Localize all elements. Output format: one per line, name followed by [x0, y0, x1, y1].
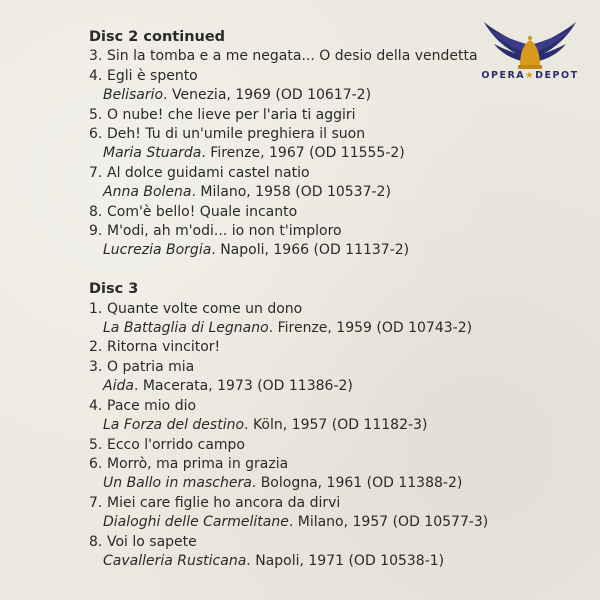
opera-title: La Forza del destino — [103, 417, 245, 434]
track-line — [89, 300, 489, 319]
track-title: Sin la tomba e a me negata... O desio della vendetta — [107, 48, 478, 65]
track-number: 9. — [89, 223, 103, 240]
recording-info: . Bologna, 1961 (OD 11388-2) — [251, 475, 463, 492]
track-number: 8. — [89, 533, 103, 550]
track-number: 7. — [89, 164, 103, 181]
opera-depot-logo — [480, 18, 580, 103]
track-number: 7. — [89, 494, 103, 511]
track-line — [89, 338, 489, 357]
track-title: Com'è bello! Quale incanto — [107, 203, 298, 220]
track-line — [89, 397, 489, 416]
track-title: Quante volte come un dono — [107, 300, 303, 317]
track-line — [89, 164, 489, 183]
recording-info: . Macerata, 1973 (OD 11386-2) — [133, 378, 353, 395]
track-number: 5. — [89, 106, 103, 123]
opera-title: Cavalleria Rusticana — [103, 552, 247, 569]
track-number: 6. — [89, 126, 103, 143]
recording-detail — [89, 513, 489, 532]
track-title: Pace mio dio — [107, 397, 197, 414]
track-number: 3. — [89, 358, 103, 375]
tracklist — [89, 28, 489, 571]
track-title: Egli è spento — [107, 67, 198, 84]
track-number: 8. — [89, 203, 103, 220]
opera-title: Un Ballo in maschera — [103, 475, 252, 492]
track-entry — [89, 338, 489, 396]
recording-detail — [89, 86, 489, 105]
track-line — [89, 67, 489, 86]
recording-detail — [89, 183, 489, 202]
track-entry — [89, 436, 489, 494]
opera-title: Lucrezia Borgia — [103, 242, 212, 259]
recording-detail — [89, 144, 489, 163]
track-number: 5. — [89, 436, 103, 453]
track-number: 1. — [89, 300, 103, 317]
track-entry — [89, 300, 489, 339]
recording-detail — [89, 474, 489, 493]
opera-title: Belisario — [103, 87, 164, 104]
track-number: 4. — [89, 397, 103, 414]
track-number: 4. — [89, 67, 103, 84]
track-entry — [89, 397, 489, 436]
recording-info: . Milano, 1958 (OD 10537-2) — [191, 184, 391, 201]
track-entry — [89, 494, 489, 533]
track-line — [89, 436, 489, 455]
opera-title: Aida — [103, 378, 134, 395]
track-title: Ecco l'orrido campo — [107, 436, 245, 453]
opera-title: Anna Bolena — [103, 184, 192, 201]
recording-detail — [89, 377, 489, 396]
disc-heading: Disc 2 continued — [89, 29, 226, 45]
logo-wordmark: OPERA★DEPOT — [481, 70, 579, 81]
track-line — [89, 358, 489, 377]
track-title: Voi lo sapete — [107, 533, 197, 550]
track-number: 3. — [89, 48, 103, 65]
recording-info: . Firenze, 1959 (OD 10743-2) — [268, 320, 473, 337]
recording-info: . Napoli, 1966 (OD 11137-2) — [211, 242, 410, 259]
track-title: Al dolce guidami castel natio — [107, 164, 310, 181]
track-title: Miei care figlie ho ancora da dirvi — [107, 494, 341, 511]
track-title: Deh! Tu di un'umile preghiera il suon — [107, 126, 366, 143]
track-line — [89, 203, 489, 222]
track-entry — [89, 533, 489, 572]
section-spacer — [89, 261, 489, 280]
track-title: M'odi, ah m'odi... io non t'imploro — [107, 223, 342, 240]
track-number: 6. — [89, 455, 103, 472]
track-entry — [89, 106, 489, 164]
track-line — [89, 125, 489, 144]
track-line — [89, 222, 489, 241]
track-title: O patria mia — [107, 358, 195, 375]
recording-detail — [89, 416, 489, 435]
track-title: Morrò, ma prima in grazia — [107, 455, 289, 472]
recording-info: . Napoli, 1971 (OD 10538-1) — [246, 552, 445, 569]
recording-detail — [89, 319, 489, 338]
track-line — [89, 106, 489, 125]
track-entry — [89, 47, 489, 105]
track-line — [89, 47, 489, 66]
recording-detail — [89, 552, 489, 571]
recording-info: . Venezia, 1969 (OD 10617-2) — [163, 87, 372, 104]
track-line — [89, 533, 489, 552]
recording-info: . Köln, 1957 (OD 11182-3) — [244, 417, 428, 434]
disc-heading: Disc 3 — [89, 281, 139, 298]
opera-title: La Battaglia di Legnano — [103, 320, 269, 337]
winged-helmet-icon — [480, 18, 580, 73]
recording-info: . Milano, 1957 (OD 10577-3) — [288, 514, 489, 531]
recording-info: . Firenze, 1967 (OD 11555-2) — [201, 145, 405, 162]
track-entry — [89, 203, 489, 261]
recording-detail — [89, 241, 489, 260]
track-line — [89, 494, 489, 513]
track-entry — [89, 164, 489, 203]
opera-title: Dialoghi delle Carmelitane — [103, 514, 289, 531]
track-title: O nube! che lieve per l'aria ti aggiri — [107, 106, 356, 123]
opera-title: Maria Stuarda — [103, 145, 202, 162]
track-title: Ritorna vincitor! — [107, 339, 221, 356]
track-line — [89, 455, 489, 474]
track-number: 2. — [89, 339, 103, 356]
